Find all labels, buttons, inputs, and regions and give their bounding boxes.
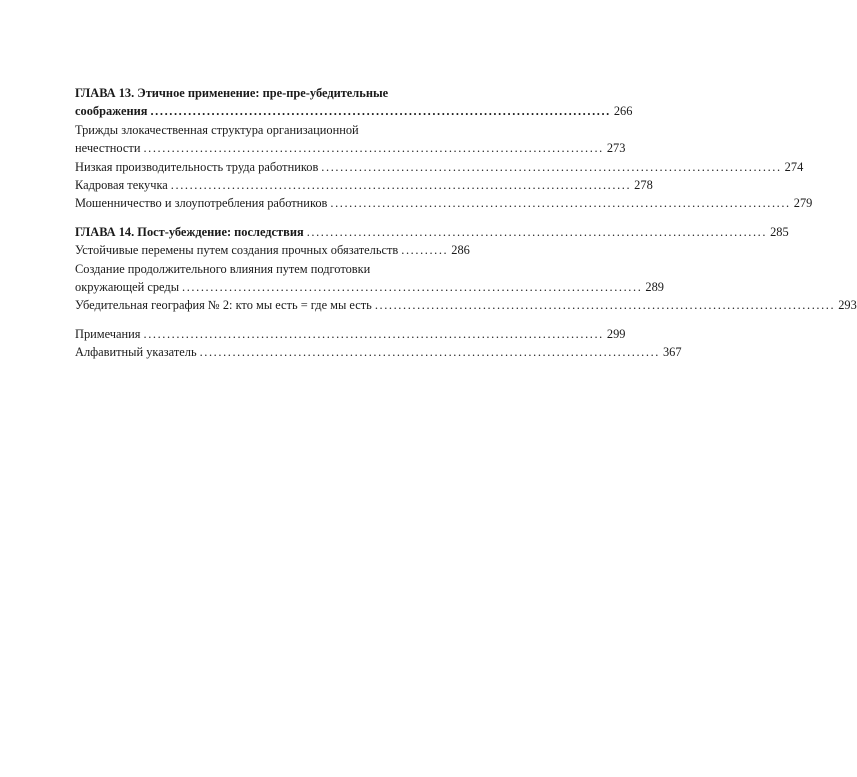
toc-entry [75, 121, 626, 158]
toc-chapter-14 [75, 223, 789, 241]
page-number: 285 [770, 224, 789, 239]
notes-title: Примечания [75, 326, 141, 341]
page-number: 367 [662, 345, 682, 360]
toc-chapter-13 [75, 84, 633, 121]
dot-leader: .................................................................................................. [330, 196, 791, 211]
page-number: 273 [606, 141, 626, 156]
dot-leader: .......... [401, 243, 449, 258]
entry-title-line1: Создание продолжительного влияния путем подготовки [75, 261, 371, 276]
chapter-13-title-line2: соображения [75, 104, 148, 119]
table-of-contents [75, 84, 857, 362]
entry-title: Кадровая текучка [75, 178, 168, 193]
entry-title: нечестности [75, 141, 141, 156]
page-number: 279 [793, 196, 813, 211]
entry-title: Убедительная география № 2: кто мы есть = где мы есть [75, 298, 372, 313]
chapter-14-title: ГЛАВА 14. Пост-убеждение: последствия [75, 224, 304, 239]
toc-entry [75, 296, 857, 314]
index-title: Алфавитный указатель [75, 345, 197, 360]
toc-entry [75, 158, 804, 176]
chapter-13-title-line1: ГЛАВА 13. Этичное применение: пре-пре-убедительные [75, 86, 389, 100]
entry-title: окружающей среды [75, 280, 180, 295]
toc-back-matter-entry [75, 325, 626, 343]
page-number: 266 [613, 104, 633, 119]
dot-leader: .................................................................................................. [374, 298, 836, 313]
toc-entry [75, 176, 653, 194]
dot-leader: .................................................................................................. [321, 159, 782, 174]
page-number: 278 [634, 178, 653, 193]
dot-leader: .................................................................................................. [306, 224, 768, 239]
page-number: 286 [451, 243, 470, 258]
dot-leader: .................................................................................................. [143, 326, 604, 341]
page-number: 299 [606, 326, 626, 341]
page-number: 274 [784, 159, 804, 174]
page-number: 293 [838, 298, 857, 313]
dot-leader: .................................................................................................. [182, 280, 643, 295]
page-number: 289 [645, 280, 664, 295]
entry-title: Устойчивые перемены путем создания прочных обязательств [75, 243, 399, 258]
toc-back-matter-entry [75, 343, 682, 361]
entry-title: Мошенничество и злоупотребления работников [75, 196, 328, 211]
dot-leader: .................................................................................................. [143, 141, 604, 156]
dot-leader: .................................................................................................. [150, 104, 611, 119]
entry-title-line1: Трижды злокачественная структура организационной [75, 122, 359, 137]
entry-title: Низкая производительность труда работников [75, 159, 319, 174]
toc-entry [75, 260, 664, 297]
toc-entry [75, 194, 813, 212]
toc-entry [75, 241, 470, 259]
dot-leader: .................................................................................................. [199, 345, 660, 360]
dot-leader: .................................................................................................. [170, 178, 632, 193]
